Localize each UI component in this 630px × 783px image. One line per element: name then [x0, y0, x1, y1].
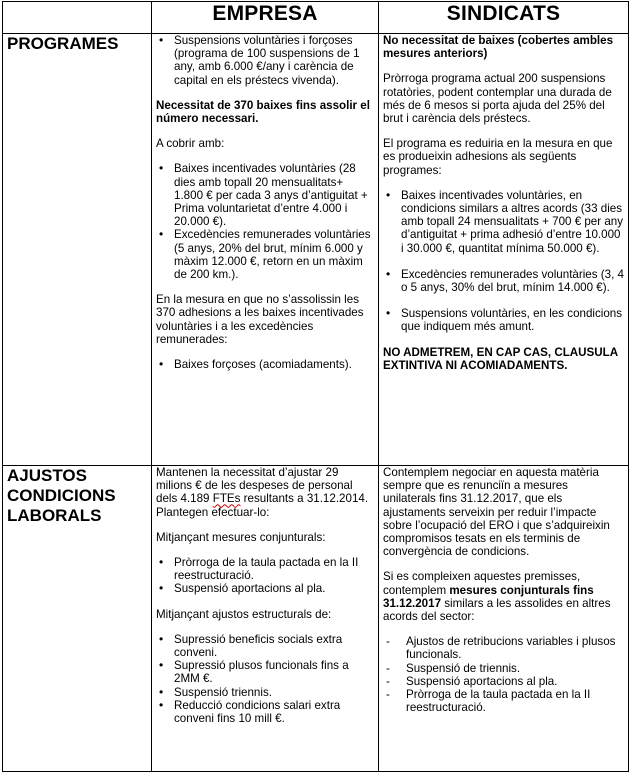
empresa-ajustos-p1b: resultants a 31.12.2014. Plantegen efectuar-lo:: [156, 492, 369, 519]
row-label-programes: PROGRAMES: [3, 34, 152, 466]
empresa-estr: Mitjançant ajustos estructurals de:: [156, 607, 332, 621]
header-row: [3, 2, 629, 34]
sindicats-ajustos-p2b: mesures conjunturals fins 31.12.2017: [383, 583, 594, 610]
cell-empresa-ajustos: [152, 466, 379, 772]
sindicats-ajustos-p1: Contemplem negociar en aquesta matèria sempre que es renunciïn a mesures unilaterals fins 31.12.2017, que els ajustaments serveixin per reduir l’impacte sobre l’ocupació del ERO i que s’adquireixin compromisos tesats en els terminis de convergència de condicions.: [383, 466, 610, 559]
sindicats-head: [383, 34, 624, 60]
empresa-ajustos-p1: [156, 466, 374, 519]
fte-term: FTEs: [212, 492, 241, 506]
empresa-conj: Mitjançant mesures conjunturals:: [156, 530, 326, 544]
list-item: - Suspensió de triennis.: [406, 662, 624, 675]
list-item: - Pròrroga de la taula pactada en la II reestructuració.: [406, 688, 624, 714]
empresa-list-2: [156, 162, 374, 281]
empresa-need-text: Necessitat de 370 baixes fins assolir el número necessari.: [156, 98, 370, 126]
list-item: • Suspensions voluntàries, en les condicions que indiquem més amunt.: [401, 307, 624, 333]
row-programes: [3, 34, 629, 466]
header-sindicats: SINDICATS: [379, 2, 629, 34]
comparison-table: [2, 1, 629, 772]
row-ajustos: [3, 466, 629, 772]
empresa-list-3: [156, 358, 374, 371]
list-item: • Baixes forçoses (acomiadaments).: [174, 358, 374, 371]
sindicats-ajustos-p2c: similars a les assolides en altres acords del sector:: [383, 596, 611, 624]
empresa-need: [156, 99, 374, 125]
list-item: • Supressió plusos funcionals fins a 2MM €.: [174, 659, 374, 685]
list-item: • Reducció condicions salari extra conveni fins 10 mill €.: [174, 699, 374, 725]
list-item: • Supressió beneficis socials extra conveni.: [174, 633, 374, 659]
list-item: • Excedències remunerades voluntàries (3, 4 o 5 anys, 30% del brut, mínim 14.000 €).: [401, 268, 624, 294]
row-label-ajustos: AJUSTOS CONDICIONS LABORALS: [3, 466, 152, 772]
cell-sindicats-ajustos: [379, 466, 629, 772]
list-item: • Baixes incentivades voluntàries, en condicions similars a altres acords (33 dies amb topall 24 mensualitats + 700 € per any d’antiguitat + prima adhesió d’entre 10.000 i 30.000 €, quantitat mínima 50.000 €).: [401, 189, 624, 255]
cell-empresa-programes: [152, 34, 379, 466]
list-item: • Suspensió aportacions al pla.: [174, 582, 374, 595]
sindicats-head-text: No necessitat de baixes (cobertes ambles mesures anteriors): [383, 34, 614, 61]
sindicats-closing: [383, 346, 624, 372]
list-item: - Ajustos de retribucions variables i plusos funcionals.: [406, 635, 624, 661]
empresa-list-1: [156, 34, 374, 87]
list-item: - Suspensió aportacions al pla.: [406, 675, 624, 688]
sindicats-dash-list: [383, 635, 624, 714]
cell-sindicats-programes: [379, 34, 629, 466]
empresa-para: En la mesura en que no s’assolissin les 370 adhesions a les baixes incentivades voluntàries i a les excedències remunerades:: [156, 293, 364, 346]
sindicats-ajustos-p2a: Si es compleixen aquestes premisses, contemplem: [383, 570, 581, 597]
list-item: • Baixes incentivades voluntàries (28 dies amb topall 20 mensualitats+ 1.800 € per cada 3 anys d’antiguitat + Prima voluntarietat d’entre 4.000 i 20.000 €).: [174, 162, 374, 228]
empresa-conj-list: [156, 556, 374, 596]
empresa-cover: A cobrir amb:: [156, 137, 225, 151]
list-item: • Suspensió triennis.: [174, 686, 374, 699]
sindicats-p2: El programa es reduiria en la mesura en que es produeixin adhesions als següents programes:: [383, 137, 613, 177]
sindicats-ajustos-p2: [383, 570, 624, 623]
sindicats-closing-text: NO ADMETREM, EN CAP CAS, CLAUSULA EXTINTIVA NI ACOMIADAMENTS.: [383, 345, 618, 372]
sindicats-p1: Pròrroga programa actual 200 suspensions rotatòries, podent contemplar una durada de més de 6 mesos si porta ajuda del 25% del brut i carència dels préstecs.: [383, 72, 612, 126]
list-item: • Pròrroga de la taula pactada en la II reestructuració.: [174, 556, 374, 582]
list-item: • Suspensions voluntàries i forçoses (programa de 100 suspensions de 1 any, amb 6.000 €/any i carència de capital en els préstecs vivenda).: [174, 34, 374, 87]
sindicats-list-1: [383, 189, 624, 334]
empresa-ajustos-p1a: Mantenen la necessitat d’ajustar 29 milions € de les despeses de personal dels 4.189: [156, 466, 353, 506]
empresa-estr-list: [156, 633, 374, 725]
header-empty-cell: [3, 2, 152, 34]
header-empresa: EMPRESA: [152, 2, 379, 34]
list-item: • Excedències remunerades voluntàries (5 anys, 20% del brut, mínim 6.000 y màxim 12.000 €, retorn en un màxim de 200 km.).: [174, 228, 374, 281]
